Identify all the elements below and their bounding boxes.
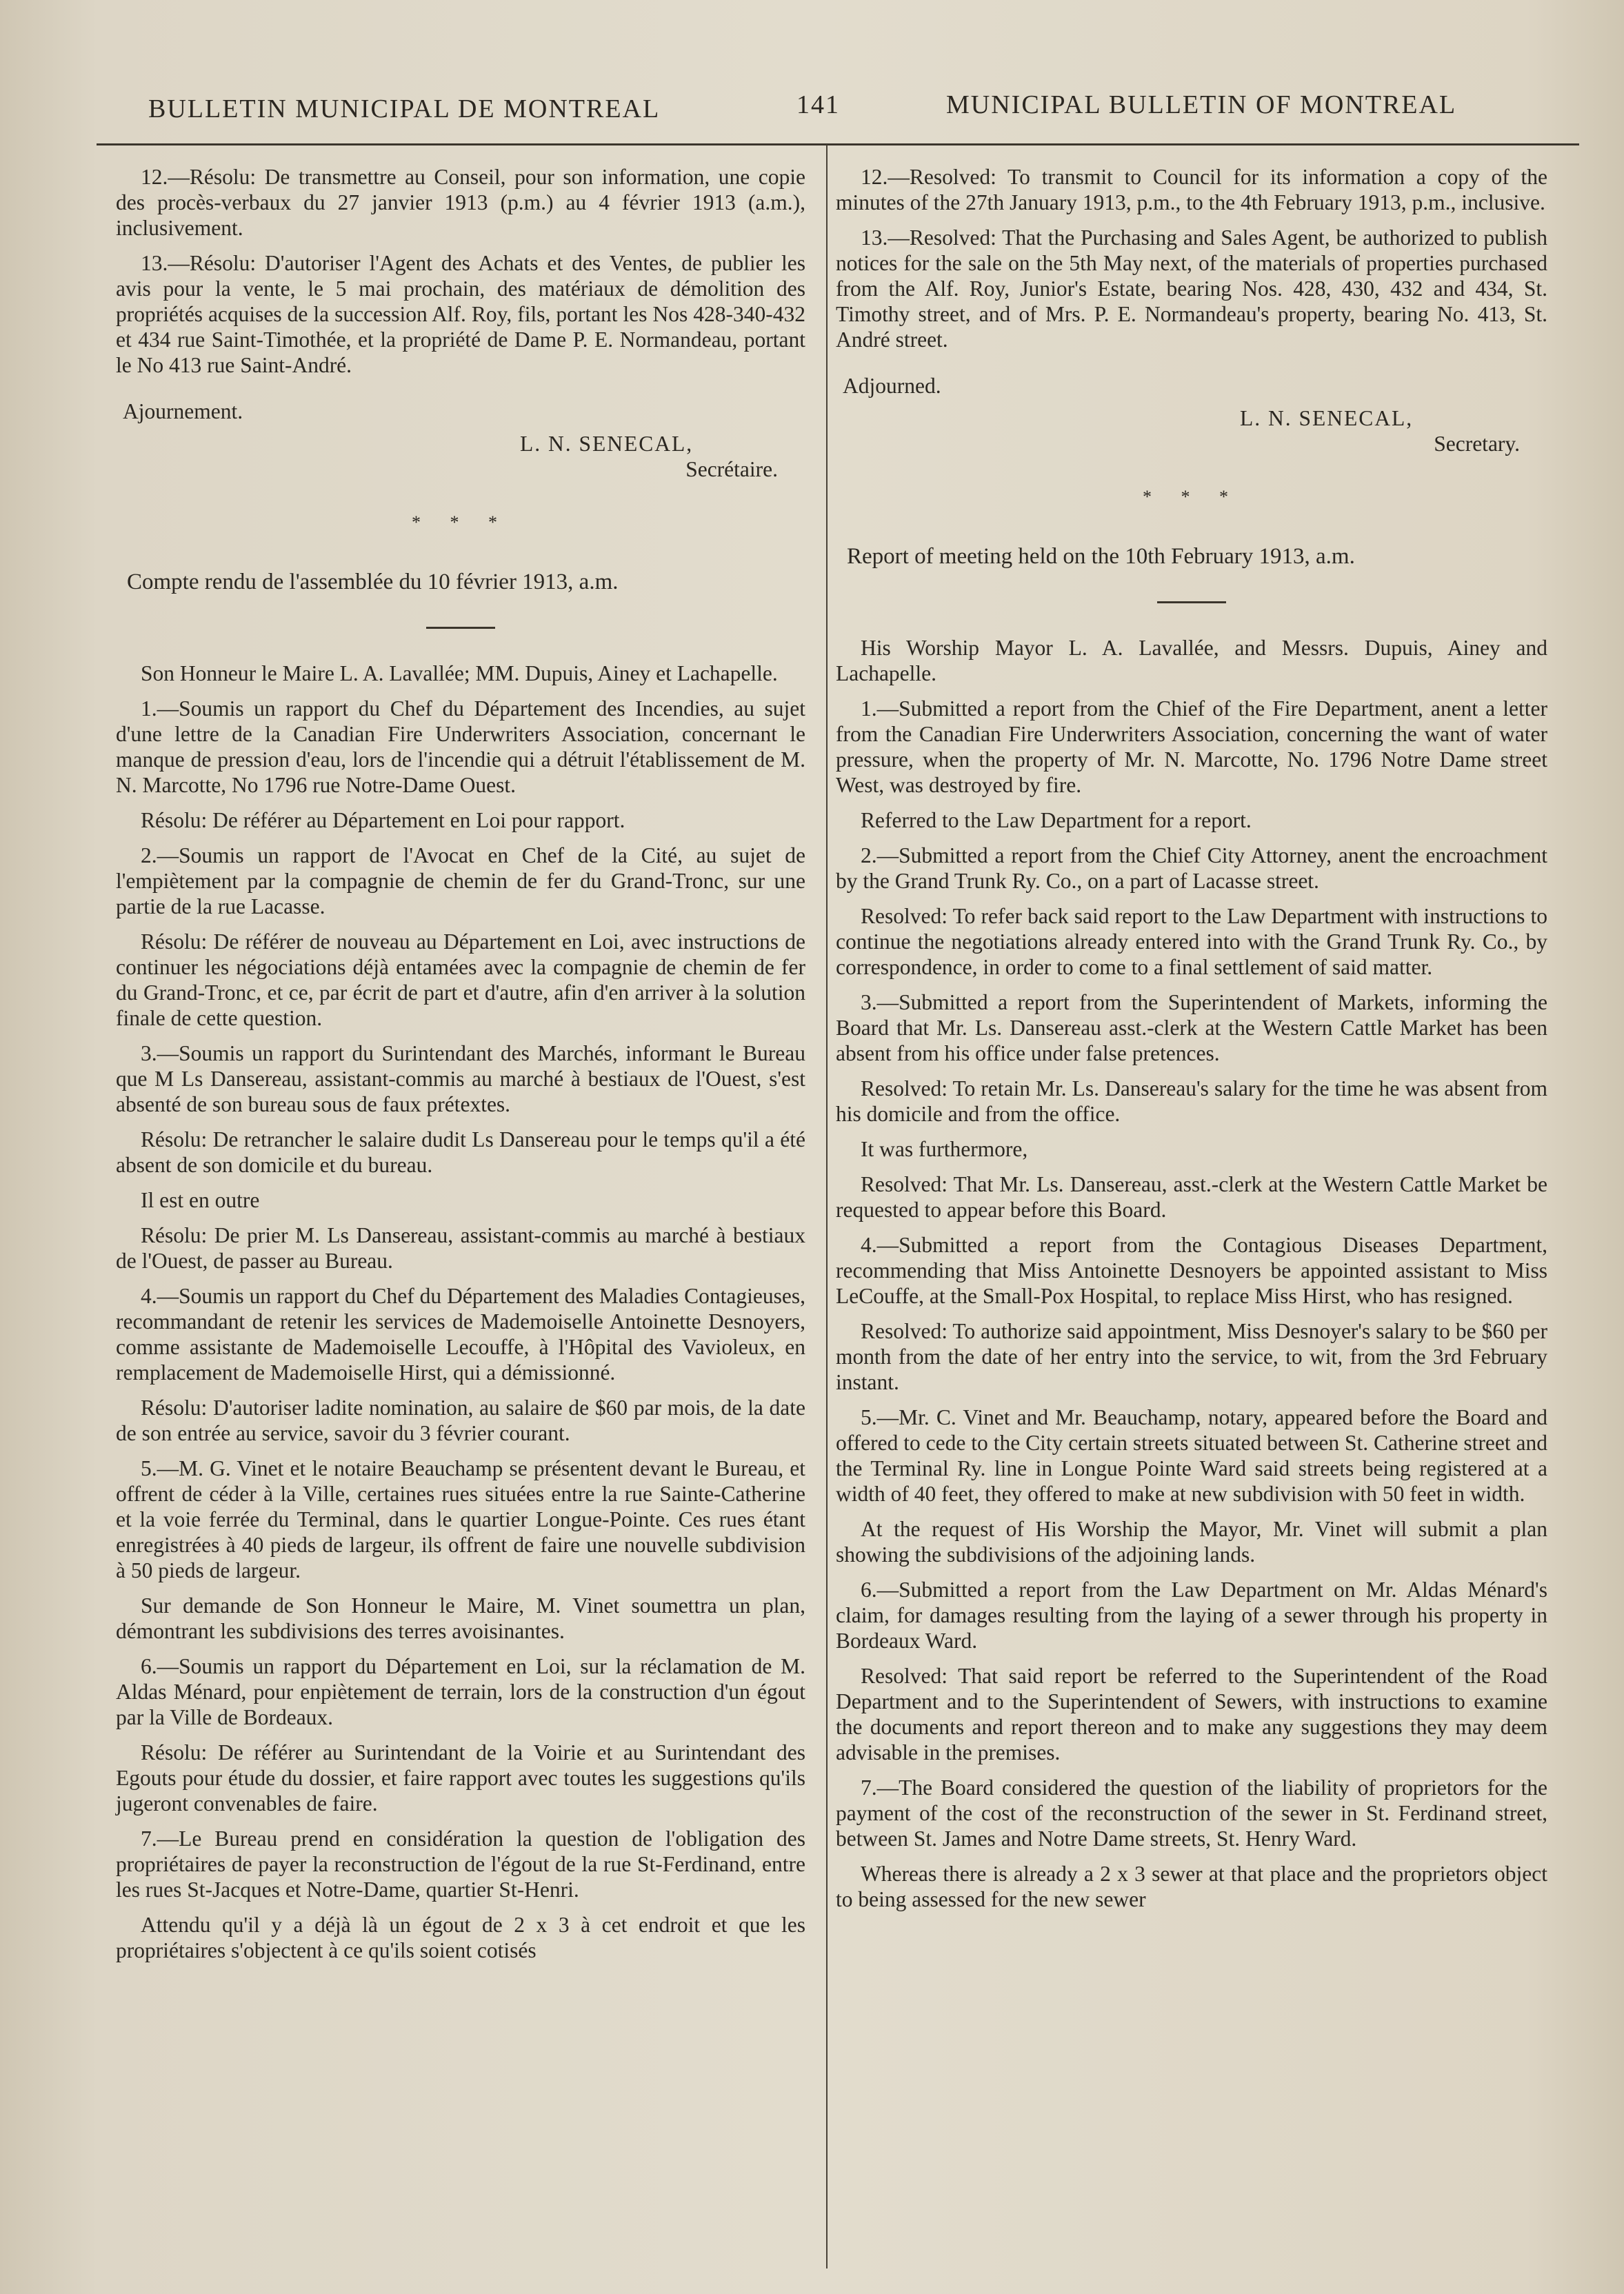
paragraph: 7.—Le Bureau prend en considération la question de l'obligation des propriétaires de payer la reconstruction de l'égout de la rue St-Ferdinand, entre les rues St-Jacques et Notre-Dame, quartier St-Henri.	[116, 1827, 805, 1902]
header-rule	[97, 143, 1579, 145]
adjournment: Adjourned.	[843, 374, 941, 398]
paragraph: Résolu: De retrancher le salaire dudit Ls Dansereau pour le temps qu'il a été absent de son domicile et du bureau.	[116, 1127, 805, 1177]
section-separator: * * *	[1143, 487, 1241, 507]
paragraph: 6.—Soumis un rapport du Département en Loi, sur la réclamation de M. Aldas Ménard, pour enpiètement de terrain, lors de la construction d'un égout par la Ville de Bordeaux.	[116, 1654, 805, 1729]
paragraph: 3.—Soumis un rapport du Surintendant des Marchés, informant le Bureau que M Ls Dansereau, assistant-commis au marché à bestiaux de l'Ouest, s'est absenté de son bureau sous de faux prétextes.	[116, 1041, 805, 1116]
paragraph: 2.—Soumis un rapport de l'Avocat en Chef de la Cité, au sujet de l'empiètement par la compagnie de chemin de fer du Grand-Tronc, sur une partie de la rue Lacasse.	[116, 843, 805, 918]
signature-name: L. N. SENECAL,	[520, 432, 694, 456]
paragraph: 1.—Submitted a report from the Chief of the Fire Department, anent a letter from the Canadian Fire Underwriters Association, concerning the want of water pressure, when the property of Mr. N. Marcotte, No. 1796 Notre Dame street West, was destroyed by fire.	[836, 696, 1547, 797]
paragraph: Il est en outre	[141, 1188, 260, 1212]
title-rule	[1157, 601, 1226, 603]
paragraph: At the request of His Worship the Mayor, Mr. Vinet will submit a plan showing the subdivisions of the adjoining lands.	[836, 1517, 1547, 1567]
signature-name: L. N. SENECAL,	[1240, 406, 1414, 430]
paragraph: 1.—Soumis un rapport du Chef du Département des Incendies, au sujet d'une lettre de la Canadian Fire Underwriters Association, concernant le manque de pression d'eau, lors de l'incendie qui a détruit l'établissement de M. N. Marcotte, No 1796 rue Notre-Dame Ouest.	[116, 696, 805, 797]
paragraph: Résolu: De référer au Surintendant de la Voirie et au Surintendant des Egouts pour étude du dossier, et faire rapport avec toutes les suggestions qu'ils jugeront convenables de faire.	[116, 1740, 805, 1815]
signature-title: Secretary.	[1434, 432, 1520, 456]
paragraph: 7.—The Board considered the question of the liability of proprietors for the payment of the cost of the reconstruction of the sewer in St. Ferdinand street, between St. James and Notre Dame streets, St. Henry Ward.	[836, 1775, 1547, 1851]
paragraph: 12.—Résolu: De transmettre au Conseil, pour son information, une copie des procès-verbaux du 27 janvier 1913 (p.m.) au 4 février 1913 (a.m.), inclusivement.	[116, 165, 805, 240]
paragraph: Résolu: De prier M. Ls Dansereau, assistant-commis au marché à bestiaux de l'Ouest, de passer au Bureau.	[116, 1223, 805, 1273]
attendance: Son Honneur le Maire L. A. Lavallée; MM. Dupuis, Ainey et Lachapelle.	[141, 661, 778, 685]
paragraph: 4.—Soumis un rapport du Chef du Département des Maladies Contagieuses, recommandant de retenir les services de Mademoiselle Antoinette Desnoyers, comme assistante de Mademoiselle Lecouffe, à l'Hôpital des Vavioleux, en remplacement de Mademoiselle Hirst, qui a démissionné.	[116, 1284, 805, 1385]
paragraph: Resolved: That Mr. Ls. Dansereau, asst.-clerk at the Western Cattle Market be requested to appear before this Board.	[836, 1172, 1547, 1222]
adjournment: Ajournement.	[123, 399, 243, 423]
report-title: Report of meeting held on the 10th February 1913, a.m.	[847, 544, 1355, 569]
section-separator: * * *	[412, 512, 510, 532]
paragraph: 13.—Resolved: That the Purchasing and Sales Agent, be authorized to publish notices for the sale on the 5th May next, of the materials of properties purchased from the Alf. Roy, Junior's Estate, bearing Nos. 428, 430, 432 and 434, St. Timothy street, and of Mrs. P. E. Normandeau's property, bearing No. 413, St. André street.	[836, 225, 1547, 352]
paragraph: Résolu: D'autoriser ladite nomination, au salaire de $60 par mois, de la date de son entrée au service, savoir du 3 février courant.	[116, 1396, 805, 1445]
paragraph: 5.—M. G. Vinet et le notaire Beauchamp se présentent devant le Bureau, et offrent de céder à la Ville, certaines rues situées entre la rue Sainte-Catherine et la voie ferrée du Terminal, dans le quartier Longue-Pointe. Ces rues étant enregistrées à 40 pieds de largeur, ils offrent de faire une nouvelle subdivision à 50 pieds de largeur.	[116, 1456, 805, 1582]
header-title-french: BULLETIN MUNICIPAL DE MONTREAL	[148, 94, 661, 123]
paragraph: 13.—Résolu: D'autoriser l'Agent des Achats et des Ventes, de publier les avis pour la vente, le 5 mai prochain, des matériaux de démolition des propriétés acquises de la succession Alf. Roy, fils, portant les Nos 428-340-432 et 434 rue Saint-Timothée, et la propriété de Dame P. E. Normandeau, portant le No 413 rue Saint-André.	[116, 251, 805, 377]
paragraph: Resolved: To authorize said appointment, Miss Desnoyer's salary to be $60 per month from the date of her entry into the service, to wit, from the 3rd February instant.	[836, 1319, 1547, 1394]
paragraph: 2.—Submitted a report from the Chief City Attorney, anent the encroachment by the Grand Trunk Ry. Co., on a part of Lacasse street.	[836, 843, 1547, 893]
signature-title: Secrétaire.	[685, 457, 778, 481]
column-divider	[826, 145, 828, 2268]
paragraph: 12.—Resolved: To transmit to Council for its information a copy of the minutes of the 27th January 1913, p.m., to the 4th February 1913, p.m., inclusive.	[836, 165, 1547, 214]
header-title-english: MUNICIPAL BULLETIN OF MONTREAL	[946, 90, 1457, 119]
paragraph: Resolved: That said report be referred to the Superintendent of the Road Department and to the Superintendent of Sewers, with instructions to examine the documents and report thereon and to make any suggestions they may deem advisable in the premises.	[836, 1664, 1547, 1764]
paragraph: Resolved: To refer back said report to the Law Department with instructions to continue the negotiations already entered into with the Grand Trunk Ry. Co., by correspondence, in order to come to a final settlement of said matter.	[836, 904, 1547, 979]
paragraph: 5.—Mr. C. Vinet and Mr. Beauchamp, notary, appeared before the Board and offered to cede to the City certain streets situated between St. Catherine street and the Terminal Ry. line in Longue Pointe Ward said streets being registered at a width of 40 feet, they offered to make at new subdivision with 50 feet in width.	[836, 1405, 1547, 1506]
paragraph: Résolu: De référer au Département en Loi pour rapport.	[141, 808, 625, 832]
page-number: 141	[796, 90, 840, 119]
paragraph: Attendu qu'il y a déjà là un égout de 2 x 3 à cet endroit et que les propriétaires s'objectent à ce qu'ils soient cotisés	[116, 1913, 805, 1962]
french-column	[116, 164, 805, 1973]
title-rule	[426, 627, 495, 629]
paragraph: Referred to the Law Department for a report.	[861, 808, 1252, 832]
paragraph: 6.—Submitted a report from the Law Department on Mr. Aldas Ménard's claim, for damages resulting from the laying of a sewer through his property in Bordeaux Ward.	[836, 1578, 1547, 1653]
paragraph: Whereas there is already a 2 x 3 sewer at that place and the proprietors object to being assessed for the new sewer	[836, 1862, 1547, 1911]
attendance: His Worship Mayor L. A. Lavallée, and Messrs. Dupuis, Ainey and Lachapelle.	[836, 636, 1547, 685]
paragraph: Résolu: De référer de nouveau au Département en Loi, avec instructions de continuer les négociations déjà entamées avec la compagnie de chemin de fer du Grand-Tronc, et ce, par écrit de part et d'autre, afin d'en arriver à la solution finale de cette question.	[116, 929, 805, 1030]
paragraph: Resolved: To retain Mr. Ls. Dansereau's salary for the time he was absent from his domicile and from the office.	[836, 1076, 1547, 1126]
paragraph: 4.—Submitted a report from the Contagious Diseases Department, recommending that Miss Antoinette Desnoyers be appointed assistant to Miss LeCouffe, at the Small-Pox Hospital, to replace Miss Hirst, who has resigned.	[836, 1233, 1547, 1308]
paragraph: Sur demande de Son Honneur le Maire, M. Vinet soumettra un plan, démontrant les subdivisions des terres avoisinantes.	[116, 1593, 805, 1643]
report-title: Compte rendu de l'assemblée du 10 février 1913, a.m.	[127, 570, 619, 594]
paragraph: 3.—Submitted a report from the Superintendent of Markets, informing the Board that Mr. Ls. Dansereau asst.-clerk at the Western Cattle Market has been absent from his office under false pretences.	[836, 990, 1547, 1065]
paragraph: It was furthermore,	[861, 1137, 1028, 1161]
english-column	[836, 164, 1547, 1922]
page-header	[0, 81, 1624, 137]
